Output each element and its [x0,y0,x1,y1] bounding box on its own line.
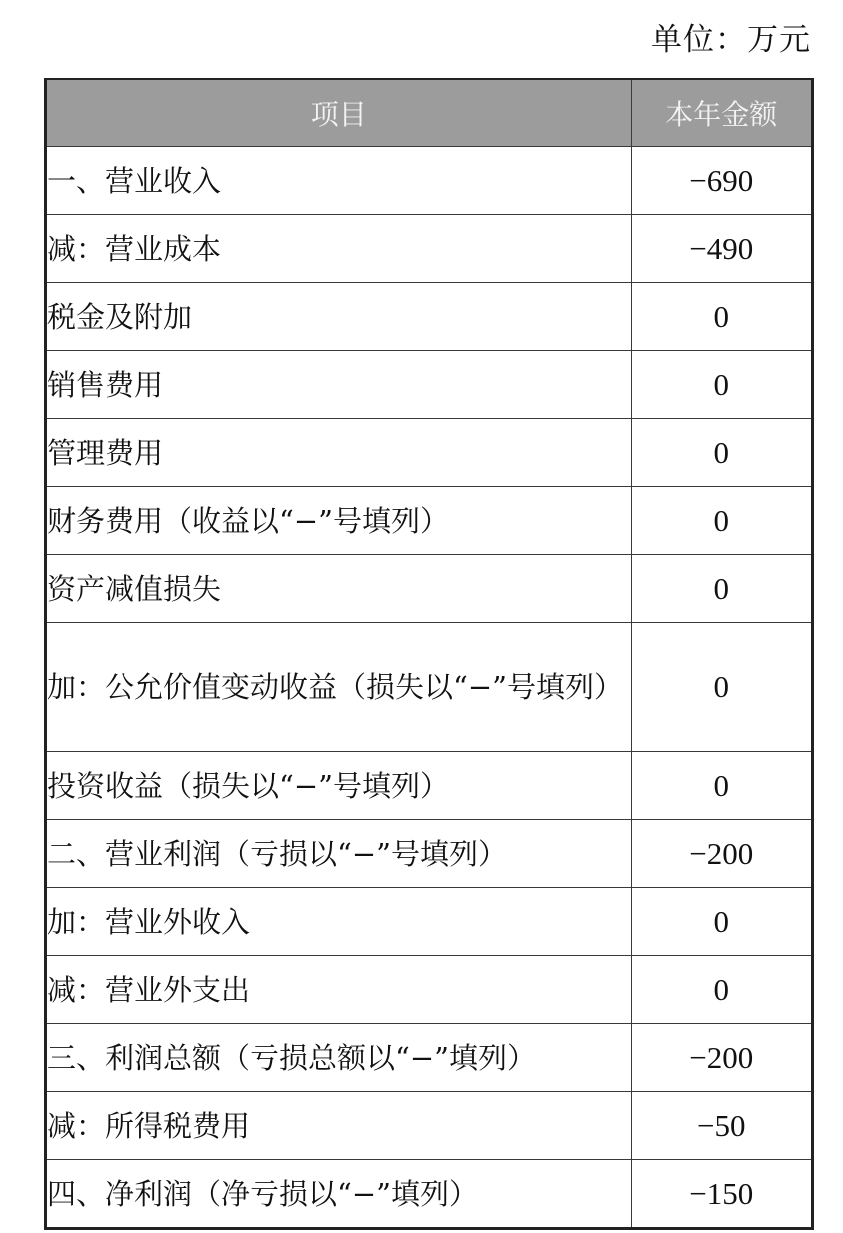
row-amount: 0 [631,888,812,956]
row-item: 加：营业外收入 [46,888,632,956]
table-row [46,487,813,555]
row-amount: −690 [631,147,812,215]
row-amount: −200 [631,820,812,888]
row-item: 加：公允价值变动收益（损失以“−”号填列） [46,623,632,752]
table-row [46,1160,813,1229]
table-row [46,623,813,752]
row-item: 投资收益（损失以“−”号填列） [46,752,632,820]
row-item: 管理费用 [46,419,632,487]
table-row [46,1092,813,1160]
row-amount: −200 [631,1024,812,1092]
table-row [46,956,813,1024]
table-row [46,752,813,820]
header-item: 项目 [46,79,632,147]
row-item: 销售费用 [46,351,632,419]
row-item: 减：所得税费用 [46,1092,632,1160]
row-amount: 0 [631,283,812,351]
table-row [46,820,813,888]
row-amount: 0 [631,752,812,820]
table-header-row [46,79,813,147]
row-item: 财务费用（收益以“−”号填列） [46,487,632,555]
table-row [46,147,813,215]
row-item: 四、净利润（净亏损以“−”填列） [46,1160,632,1229]
row-amount: 0 [631,623,812,752]
row-item: 二、营业利润（亏损以“−”号填列） [46,820,632,888]
row-amount: −490 [631,215,812,283]
row-item: 税金及附加 [46,283,632,351]
income-statement-table [44,78,814,1230]
table-row [46,555,813,623]
table-row [46,351,813,419]
row-item: 三、利润总额（亏损总额以“−”填列） [46,1024,632,1092]
row-amount: 0 [631,555,812,623]
row-item: 减：营业外支出 [46,956,632,1024]
table-row [46,215,813,283]
row-amount: 0 [631,419,812,487]
unit-label: 单位：万元 [651,22,811,58]
row-amount: 0 [631,351,812,419]
table-row [46,1024,813,1092]
row-amount: 0 [631,487,812,555]
row-item: 资产减值损失 [46,555,632,623]
row-amount: −150 [631,1160,812,1229]
row-amount: 0 [631,956,812,1024]
row-item: 减：营业成本 [46,215,632,283]
row-amount: −50 [631,1092,812,1160]
row-item: 一、营业收入 [46,147,632,215]
table-row [46,283,813,351]
table-row [46,888,813,956]
table-row [46,419,813,487]
header-amount: 本年金额 [631,79,812,147]
